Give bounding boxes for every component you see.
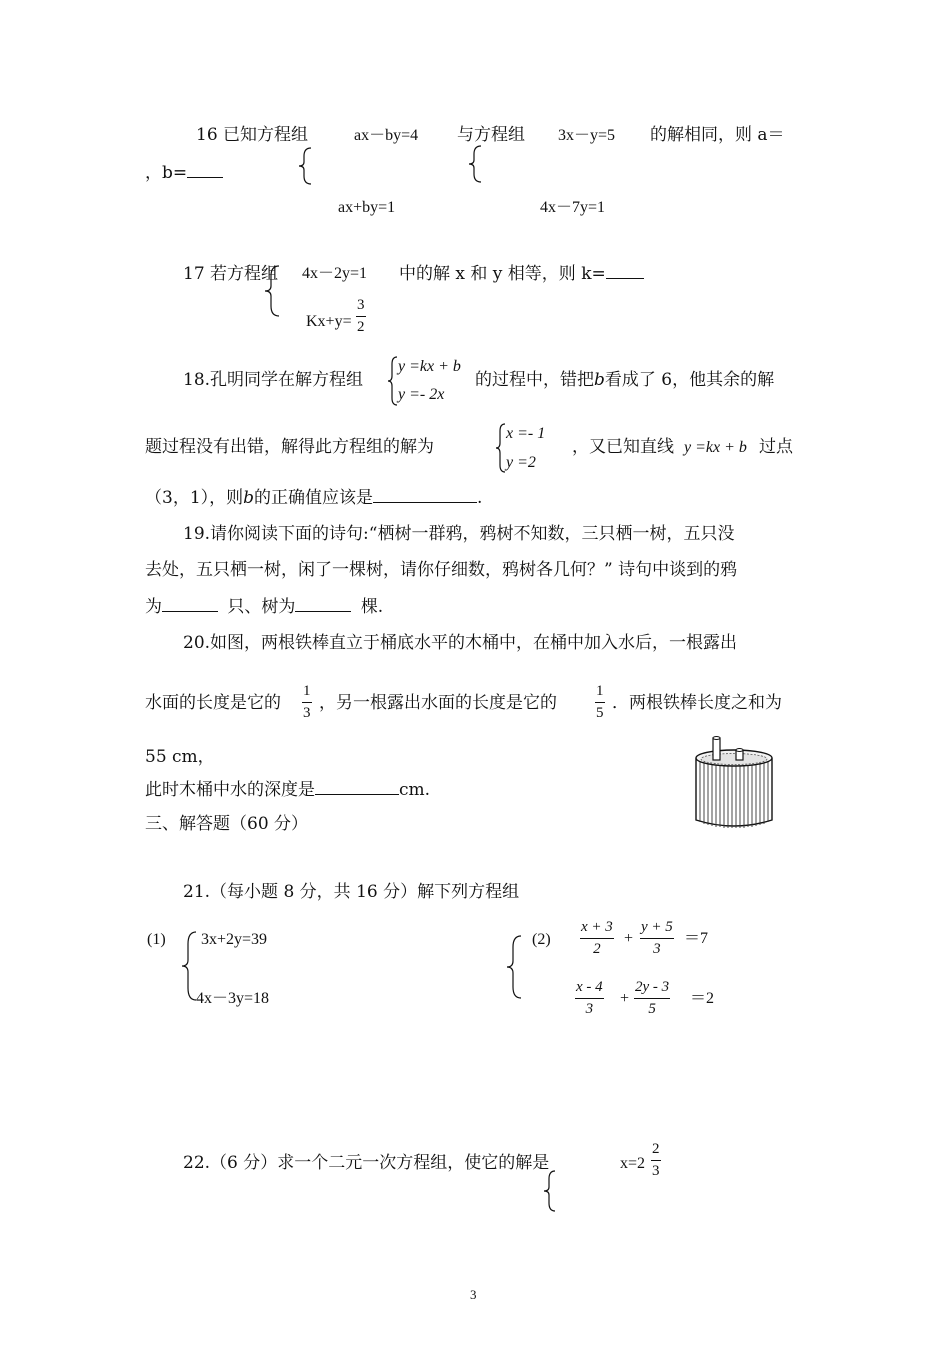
q21-p1-eq1: 3x+2y=39 xyxy=(201,931,268,948)
q21-p2-f3-num: x - 4 xyxy=(575,980,604,999)
q16-comma-b xyxy=(145,165,223,182)
q18-tail1: 的过程中，错把 xyxy=(475,370,594,390)
q21-p2-frac3 xyxy=(575,980,604,1017)
q21-p2-plus2: + xyxy=(620,990,630,1007)
q18-line3-end: . xyxy=(477,488,483,508)
q17-eq1: 4x－2y=1 xyxy=(302,265,368,282)
q20-frac2-num: 1 xyxy=(595,684,605,703)
q20-fraction-2 xyxy=(595,684,605,721)
q22-brace xyxy=(541,1169,559,1213)
q18-lead: 18.孔明同学在解方程组 xyxy=(183,370,364,390)
q16-mid: 与方程组 xyxy=(457,125,525,145)
q20-line4 xyxy=(145,782,430,799)
q17-blank-k xyxy=(606,278,644,279)
q18-line2-mid: ，又已知直线 xyxy=(572,437,674,457)
q20-line3: 55 cm， xyxy=(145,747,215,767)
q18-b-var-2: b xyxy=(243,488,255,508)
q22-frac-den: 3 xyxy=(652,1163,660,1179)
q22-sol-prefix: x=2 xyxy=(620,1155,646,1172)
q21-p2-f1-num: x + 3 xyxy=(580,920,614,939)
q21-p2-brace xyxy=(505,934,525,1000)
q16-eq-a1: ax－by=4 xyxy=(354,127,419,144)
q21-p2-f1-den: 2 xyxy=(593,941,601,957)
q18-b-var-1: b xyxy=(594,370,605,390)
q18-sol2: y =2 xyxy=(506,454,536,471)
q20-blank-depth xyxy=(315,794,399,795)
q16-eq-a2: ax+by=1 xyxy=(338,199,396,216)
q21-p2-f2-num: y + 5 xyxy=(640,920,674,939)
q16-tail: 的解相同，则 a＝ xyxy=(650,125,785,145)
q20-line4-a: 此时木桶中水的深度是 xyxy=(145,780,315,800)
q19-line3 xyxy=(145,599,383,616)
q22-frac-num: 2 xyxy=(651,1142,661,1161)
q18-blank xyxy=(373,502,477,503)
q16-eq-b1: 3x－y=5 xyxy=(558,127,616,144)
q19-line3-a: 为 xyxy=(145,597,162,617)
bucket-body xyxy=(696,750,772,828)
q18-sys1: y =kx + b xyxy=(398,358,461,375)
q20-line4-b: cm. xyxy=(399,780,431,800)
q20-frac2-den: 5 xyxy=(596,705,604,721)
q20-frac1-num: 1 xyxy=(302,684,312,703)
q18-line3 xyxy=(145,490,482,507)
q17-tail: 中的解 x 和 y 相等，则 k= xyxy=(399,264,606,284)
q16-lead: 16 已知方程组 xyxy=(196,125,309,145)
q16-brace-2 xyxy=(466,144,486,184)
q17-brace xyxy=(262,264,284,318)
q19-blank-crows xyxy=(162,611,218,612)
q16-comma-b-text: ，b= xyxy=(145,163,188,183)
q21-p2-f4-den: 5 xyxy=(648,1001,656,1017)
q20-frac1-den: 3 xyxy=(303,705,311,721)
q21-p1-label: (1) xyxy=(147,931,166,948)
q21-p2-f4-num: 2y - 3 xyxy=(634,980,670,999)
q17-frac-den: 2 xyxy=(357,319,365,335)
q18-sol1: x =- 1 xyxy=(506,425,546,442)
q21-p2-plus1: + xyxy=(624,930,634,947)
q17-frac-num: 3 xyxy=(356,298,366,317)
q21-p1-eq2: 4x－3y=18 xyxy=(196,990,270,1007)
q21-p2-frac4 xyxy=(634,980,670,1017)
q20-line2-c: ．两根铁棒长度之和为 xyxy=(612,693,782,713)
q19-line3-b: 只、树为 xyxy=(227,597,296,617)
q18-line3-lead: （3，1），则 xyxy=(145,488,244,508)
q16-brace-1 xyxy=(296,146,316,186)
q20-line1: 20.如图，两根铁棒直立于桶底水平的木桶中，在桶中加入水后，一根露出 xyxy=(183,633,738,653)
q18-line2-tail: 过点 xyxy=(759,437,793,457)
q21-p2-f2-den: 3 xyxy=(653,941,661,957)
q19-line3-c: 棵. xyxy=(360,597,384,617)
q21-p2-frac2 xyxy=(640,920,674,957)
q21-p2-rhs1: ＝7 xyxy=(684,930,709,947)
q17-lead: 17 若方程组 xyxy=(183,264,279,284)
q21-lead: 21.（每小题 8 分，共 16 分）解下列方程组 xyxy=(183,882,520,902)
q21-p2-f3-den: 3 xyxy=(585,1001,594,1017)
q18-line2-lead: 题过程没有出错，解得此方程组的解为 xyxy=(145,437,434,457)
q20-line2-a: 水面的长度是它的 xyxy=(145,693,281,713)
q16-eq-b2: 4x－7y=1 xyxy=(540,199,606,216)
q18-tail2: 看成了 6，他其余的解 xyxy=(604,370,775,390)
q20-fraction-1 xyxy=(302,684,312,721)
q16-blank-b xyxy=(187,177,223,178)
q19-blank-trees xyxy=(295,611,351,612)
iron-rod-2 xyxy=(736,749,743,761)
q21-p2-label: (2) xyxy=(532,931,551,948)
iron-rod-1 xyxy=(713,737,720,761)
q17-tail-wrap xyxy=(399,266,644,283)
q18-line-eq: y =kx + b xyxy=(684,439,747,456)
bucket-illustration xyxy=(692,736,776,832)
section3-title: 三、解答题（60 分） xyxy=(145,814,309,834)
q20-line2-b: ，另一根露出水面的长度是它的 xyxy=(319,693,557,713)
q19-line2: 去处，五只栖一树，闲了一棵树，请你仔细数，鸦树各几何？” 诗句中谈到的鸦 xyxy=(145,560,738,580)
page-number: 3 xyxy=(470,1287,477,1302)
q18-line3-tail: 的正确值应该是 xyxy=(254,488,374,508)
q22-lead: 22.（6 分）求一个二元一次方程组，使它的解是 xyxy=(183,1153,550,1173)
q21-p2-frac1 xyxy=(580,920,614,957)
q18-line1-tail xyxy=(475,372,774,389)
q17-fraction xyxy=(356,298,366,335)
q22-fraction xyxy=(651,1142,661,1179)
q21-p2-rhs2: ＝2 xyxy=(690,990,715,1007)
q18-sys2: y =- 2x xyxy=(398,386,445,403)
q19-line1: 19.请你阅读下面的诗句:“栖树一群鸦，鸦树不知数，三只栖一树，五只没 xyxy=(183,524,735,544)
q17-eq2-prefix: Kx+y= xyxy=(306,313,352,330)
